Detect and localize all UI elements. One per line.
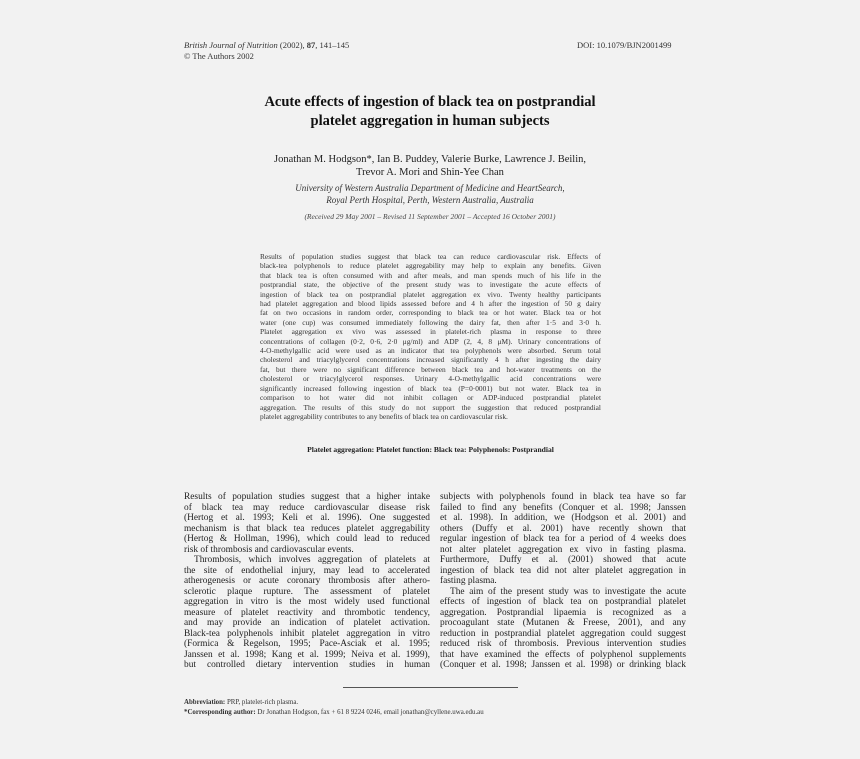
body-line: subjects with polyphenols found in black tea have so far [440, 492, 686, 502]
body-line: and may provide an indication of platelet activation. [184, 618, 430, 628]
article-title [160, 93, 700, 131]
keywords: Platelet aggregation: Platelet function: Black tea: Polyphenols: Postprandial [307, 445, 554, 454]
body-line: Furthermore, Duffy et al. (2001) showed that acute [440, 555, 686, 565]
abstract-line: that black tea is often consumed with and after meals, and man spends much of his life in the [260, 270, 601, 280]
body-line: risk of thrombosis and cardiovascular events. [184, 544, 354, 555]
affiliation [160, 182, 700, 206]
abstract-line: aggregation. The results of this study do not support the suggestion that reduced postprandial [260, 402, 601, 412]
abstract-line: postprandial state, the objective of the present study was to investigate the acute effects of [260, 280, 601, 290]
abstract-line: Results of population studies suggest that black tea can reduce cardiovascular risk. Effects of [260, 252, 601, 261]
body-line: others (Duffy et al. 2001) have recently shown that [440, 523, 686, 534]
abstract-line: significantly increased following ingestion of black tea (P=0·0001) but not water. Black tea in [260, 383, 601, 393]
body-line: that have examined the effects of polyphenol supplements [440, 649, 686, 660]
abstract-line: had platelet aggregation and blood lipids assessed before and 4 h after the ingestion of 50 g dairy [260, 299, 601, 309]
volume-number: 87 [306, 40, 316, 50]
body-line: effects of ingestion of black tea on postprandial platelet [440, 597, 686, 607]
body-line: (Hertog et al. 1993; Keli et al. 1996). One suggested [184, 513, 430, 523]
body-line: (Formica & Regelson, 1995; Pace-Asciak et al. 1995; [184, 639, 430, 649]
body-line: not alter platelet aggregation ex vivo in fasting plasma. [440, 544, 686, 555]
abstract-line: Platelet aggregation ex vivo was assessed in platelet-rich plasma in response to three [260, 327, 601, 337]
running-header-citation [184, 40, 349, 62]
body-line: et al. 1998). In addition, we (Hodgson et al. 2001) and [440, 513, 686, 523]
journal-citation: British Journal of Nutrition (2002), 87, 141–145 [184, 40, 350, 50]
body-line: aggregation. Postprandial lipaemia is recognized as a [440, 607, 686, 618]
body-line: (Hertog & Hollman, 1996), which could lead to reduced [184, 534, 430, 544]
received-dates: (Received 29 May 2001 – Revised 11 September 2001 – Accepted 16 October 2001) [304, 212, 556, 221]
abstract [260, 252, 601, 421]
footnote-text: Dr Jonathan Hodgson, fax + 61 8 9224 0246, email jonathan@cyllene.uwa.edu.au [255, 709, 484, 716]
body-line: failed to find any benefits (Conquer et al. 1998; Janssen [440, 502, 686, 513]
body-line: Thrombosis, which involves aggregation of platelets at [194, 555, 430, 565]
abbreviation-footnote [184, 698, 684, 708]
abstract-line: cholesterol or triacylglycerol responses. Urinary 4-O-methylgallic acid concentrations were [260, 374, 601, 384]
author-line: Trevor A. Mori and Shin-Yee Chan [356, 167, 504, 178]
body-line: atherogenesis or acute coronary thrombosis after athero- [184, 576, 430, 586]
author-list [160, 153, 700, 179]
body-line: ingestion of black tea did not alter platelet aggregation in [440, 565, 686, 576]
body-line: reduced risk of thrombosis. Previous intervention studies [440, 639, 686, 649]
abstract-line: comparison to hot water did not inhibit collagen or ADP-induced postprandial platelet [260, 393, 601, 403]
footnote-text: PRP, platelet-rich plasma. [225, 699, 299, 706]
footnotes [184, 698, 684, 718]
body-line: reduction in postprandial platelet aggregation could suggest [440, 628, 686, 639]
body-line: sclerotic plaque rupture. The assessment of platelet [184, 586, 430, 597]
footnote-divider [343, 687, 518, 688]
affiliation-line: University of Western Australia Department of Medicine and HeartSearch, [295, 183, 565, 193]
body-column-left [184, 492, 430, 671]
abstract-line: cholesterol and triacylglycerol concentrations increased significantly 4 h after ingesting the dairy [260, 355, 601, 365]
journal-name: British Journal of Nutrition [184, 40, 278, 50]
body-line: mechanism is that black tea reduces platelet aggregability [184, 523, 430, 534]
body-line: Results of population studies suggest that a higher intake [184, 492, 430, 502]
affiliation-line: Royal Perth Hospital, Perth, Western Australia, Australia [326, 195, 534, 205]
body-line: fasting plasma. [440, 576, 497, 586]
abstract-line: water (one cup) was consumed immediately following the dairy fat, then after 1·5 and 3·0 h. [260, 317, 601, 327]
body-line: The aim of the present study was to investigate the acute [450, 586, 686, 597]
copyright-line: © The Authors 2002 [184, 51, 254, 61]
corresponding-author-footnote [184, 708, 684, 718]
body-line: measure of platelet reactivity and thrombotic tendency, [184, 607, 430, 618]
footnote-label: *Corresponding author: [184, 709, 256, 716]
body-line: (Conquer et al. 1998; Janssen et al. 1998) or drinking black [440, 660, 686, 670]
abstract-line: black-tea polyphenols to reduce platelet aggregability may help to explain any benefits. Given [260, 261, 601, 271]
abstract-line: concentrations of collagen (0·2, 0·6, 2·0 μg/ml) and ADP (2, 4, 8 μM). Urinary concentrations of [260, 336, 601, 346]
abstract-line: fat on two occasions in random order, corresponding to black tea or hot water. Black tea or hot [260, 308, 601, 318]
title-line: Acute effects of ingestion of black tea on postprandial [264, 94, 596, 110]
abstract-line: platelet aggregability contributes to any benefits of black tea on cardiovascular risk. [260, 411, 508, 421]
abstract-line: ingestion of black tea on postprandial platelet aggregation ex vivo. Twenty healthy participants [260, 289, 601, 299]
body-column-right [440, 492, 686, 671]
abstract-line: fat, but there were no significant difference between black tea and hot-water treatments on the [260, 364, 601, 374]
body-line: aggregation in vitro is the most widely used functional [184, 597, 430, 607]
abstract-line: 4-O-methylgallic acid were used as an indicator that tea polyphenols were absorbed. Serum total [260, 346, 601, 356]
body-line: Black-tea polyphenols inhibit platelet aggregation in vitro [184, 628, 430, 639]
author-line: Jonathan M. Hodgson*, Ian B. Puddey, Valerie Burke, Lawrence J. Beilin, [273, 154, 587, 165]
body-line: regular ingestion of black tea for a period of 4 weeks does [440, 534, 686, 544]
title-line: platelet aggregation in human subjects [310, 113, 550, 129]
footnote-label: Abbreviation: [184, 699, 226, 706]
body-line: of black tea may reduce cardiovascular disease risk [184, 502, 430, 513]
body-line: but controlled dietary intervention studies in human [184, 660, 430, 670]
body-line: procoagulant state (Mutanen & Freese, 2001), and any [440, 618, 686, 628]
body-line: the site of endothelial injury, may lead to accelerated [184, 565, 430, 576]
body-line: Janssen et al. 1998; Kang et al. 1999; Neiva et al. 1999), [184, 649, 430, 660]
doi-label: DOI: 10.1079/BJN2001499 [577, 40, 672, 50]
